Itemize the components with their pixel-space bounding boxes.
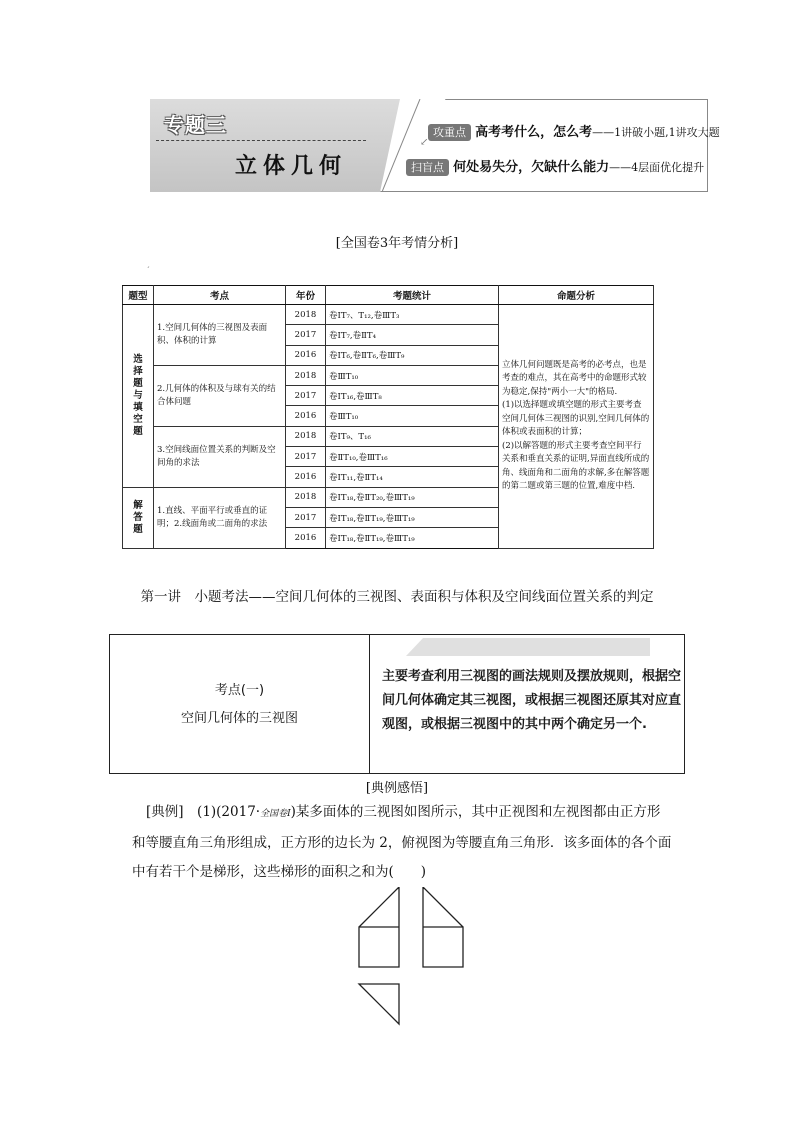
- year-cell: 2016: [286, 528, 326, 548]
- analysis-cell: [499, 305, 654, 549]
- tag-sub-1: ——1讲破小题,1讲攻大题: [592, 126, 720, 139]
- stat-cell: 卷ⅠT₉、T₁₆: [326, 426, 499, 446]
- example-source: 全国卷Ⅰ: [260, 809, 291, 819]
- stat-cell: 卷ⅠT₁₁,卷ⅡT₁₄: [326, 467, 499, 487]
- topic-header-bar: [406, 638, 650, 656]
- topic-name: 空间几何体的三视图: [180, 711, 298, 726]
- stat-cell: 卷ⅢT₁₀: [326, 365, 499, 385]
- header-analysis: 命题分析: [499, 286, 654, 305]
- year-cell: 2018: [286, 487, 326, 507]
- stat-cell: 卷ⅠT₆,卷ⅡT₆,卷ⅢT₉: [326, 345, 499, 365]
- point-cell: 2.几何体的体积及与球有关的结合体问题: [154, 365, 286, 426]
- header-year: 年份: [286, 286, 326, 305]
- top-view: [359, 984, 399, 1024]
- stray-mark: ˊ: [146, 266, 150, 275]
- example-body: )某多面体的三视图如图所示，其中正视图和左视图都由正方形和等腰直角三角形组成，正方形的边长为 2，俯视图为等腰直角三角形．该多面体的各个面中有若干个是梯形，这些梯形的面积之和为( ): [132, 804, 672, 880]
- point-cell: 1.直线、平面平行或垂直的证明；2.线面角或二面角的求法: [154, 487, 286, 548]
- lecture-title: 第一讲 小题考法——空间几何体的三视图、表面积与体积及空间线面位置关系的判定: [140, 589, 654, 605]
- year-cell: 2018: [286, 365, 326, 385]
- year-cell: 2016: [286, 406, 326, 426]
- tag-sub-2: ——4层面优化提升: [609, 161, 705, 174]
- year-cell: 2018: [286, 426, 326, 446]
- banner-title: 立体几何: [235, 154, 348, 179]
- section-caption: [全国卷3年考情分析]: [335, 236, 459, 251]
- year-cell: 2016: [286, 467, 326, 487]
- example-paragraph: [132, 798, 672, 887]
- banner-divider: [156, 140, 366, 141]
- example-prefix: (1)(2017·: [183, 804, 261, 820]
- year-cell: 2016: [286, 345, 326, 365]
- stat-cell: 卷ⅠT₇,卷ⅡT₄: [326, 325, 499, 345]
- example-heading: [典例感悟]: [365, 781, 429, 796]
- tag-pill-focus: 攻重点: [428, 124, 471, 141]
- front-view: [359, 887, 399, 967]
- example-label: [典例]: [146, 804, 184, 820]
- table-row: [123, 305, 654, 325]
- stat-cell: 卷ⅡT₁₀,卷ⅢT₁₆: [326, 447, 499, 467]
- tag-pill-blindspot: 扫盲点: [406, 159, 449, 176]
- table-header-row: [123, 286, 654, 305]
- header-type: 题型: [123, 286, 154, 305]
- year-cell: 2017: [286, 447, 326, 467]
- side-view: [423, 887, 463, 967]
- header-point: 考点: [154, 286, 286, 305]
- tag-main-2: 何处易失分，欠缺什么能力: [453, 160, 610, 175]
- header-stat: 考题统计: [326, 286, 499, 305]
- year-cell: 2018: [286, 305, 326, 325]
- banner-slash-decoration: [382, 99, 422, 192]
- topic-banner: [150, 99, 720, 192]
- type-label: 解答题: [133, 499, 143, 535]
- stat-cell: 卷ⅠT₁₆,卷ⅢT₈: [326, 386, 499, 406]
- banner-tag-row-1: [428, 121, 720, 140]
- year-cell: 2017: [286, 325, 326, 345]
- three-view-figure: [356, 887, 468, 1027]
- stat-cell: 卷ⅠT₇、T₁₂,卷ⅢT₃: [326, 305, 499, 325]
- year-cell: 2017: [286, 507, 326, 527]
- type-cell-answer: [123, 487, 154, 548]
- stat-cell: 卷ⅠT₁₈,卷ⅡT₂₀,卷ⅢT₁₉: [326, 487, 499, 507]
- banner-right-panel: [380, 99, 708, 192]
- type-label: 选择题与填空题: [133, 353, 143, 437]
- point-cell: 1.空间几何体的三视图及表面积、体积的计算: [154, 305, 286, 366]
- topic-box: [109, 634, 685, 774]
- tag-main-1: 高考考什么，怎么考: [475, 125, 593, 140]
- stat-cell: 卷ⅠT₁₈,卷ⅡT₁₉,卷ⅢT₁₉: [326, 528, 499, 548]
- exam-analysis-table: [122, 285, 654, 549]
- stat-cell: 卷ⅠT₁₈,卷ⅡT₁₉,卷ⅢT₁₉: [326, 507, 499, 527]
- series-label: 专题三: [164, 113, 227, 137]
- year-cell: 2017: [286, 386, 326, 406]
- topic-description: 主要考查利用三视图的画法规则及摆放规则，根据空间几何体确定其三视图，或根据三视图还原其对应直观图，或根据三视图中的其中两个确定另一个.: [382, 669, 682, 732]
- topic-left-cell: [110, 635, 370, 773]
- banner-tag-row-2: [406, 156, 704, 175]
- type-cell-choice: [123, 305, 154, 488]
- point-cell: 3.空间线面位置关系的判断及空间角的求法: [154, 426, 286, 487]
- arrow-icon: ↙: [420, 137, 429, 148]
- topic-number: 考点(一): [214, 683, 265, 698]
- analysis-text: 立体几何问题既是高考的必考点，也是考查的难点，其在高考中的命题形式较为稳定,保持"两小一大"的格局. (1)以选择题或填空题的形式主要考查空间几何体三视图的识别,空间几何体的体积或表面积的计算； (2)以解答题的形式主要考查空间平行关系和垂直关系的证明,异面直线所成的角、线面角和二面角的求解,多在解答题的第二题或第三题的位置,难度中档.: [502, 359, 650, 492]
- stat-cell: 卷ⅢT₁₀: [326, 406, 499, 426]
